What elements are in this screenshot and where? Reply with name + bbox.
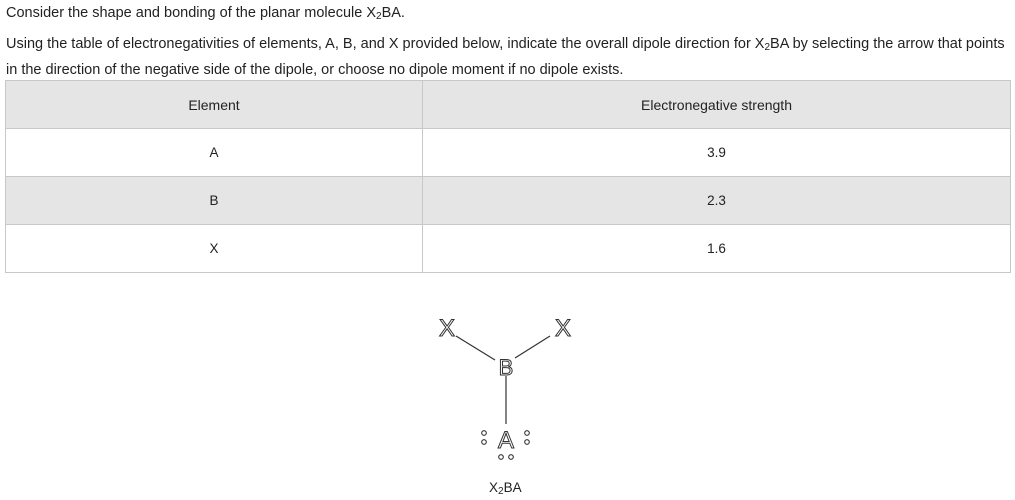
table-row xyxy=(6,177,1011,225)
column-header-element: Element xyxy=(6,81,423,129)
question-instructions xyxy=(6,33,1011,81)
molecule-caption xyxy=(489,480,522,497)
table-row xyxy=(6,225,1011,273)
atom-b-center: B xyxy=(498,355,514,380)
strength-cell: 1.6 xyxy=(423,225,1011,273)
element-cell: X xyxy=(6,225,423,273)
caption-subscript: 2 xyxy=(498,486,504,497)
question-instructions-suffix: BA by selecting the arrow that points in the direction of the negative side of the dipole, or choose no dipole moment if no dipole exists. xyxy=(6,36,1005,78)
strength-cell: 2.3 xyxy=(423,177,1011,225)
question-intro xyxy=(6,5,405,22)
bond-left xyxy=(456,336,495,360)
strength-cell: 3.9 xyxy=(423,129,1011,177)
column-header-strength: Electronegative strength xyxy=(423,81,1011,129)
molecule-diagram xyxy=(400,300,620,480)
question-instructions-subscript: 2 xyxy=(764,42,771,53)
caption-text: X xyxy=(489,480,499,495)
question-instructions-text: Using the table of electronegativities of elements, A, B, and X provided below, indicate the overall dipole direction for X xyxy=(6,36,765,52)
question-intro-subscript: 2 xyxy=(376,11,382,22)
caption-suffix: BA xyxy=(503,480,522,495)
electronegativity-table xyxy=(5,80,1011,273)
atom-a-bottom: A xyxy=(497,427,515,454)
question-intro-suffix: BA. xyxy=(381,5,405,21)
element-cell: B xyxy=(6,177,423,225)
table-row xyxy=(6,129,1011,177)
atom-x-right: X xyxy=(554,315,572,342)
table-header-row xyxy=(6,81,1011,129)
atom-x-left: X xyxy=(438,315,456,342)
question-intro-text: Consider the shape and bonding of the planar molecule X xyxy=(6,5,377,21)
element-cell: A xyxy=(6,129,423,177)
bond-right xyxy=(515,336,550,358)
